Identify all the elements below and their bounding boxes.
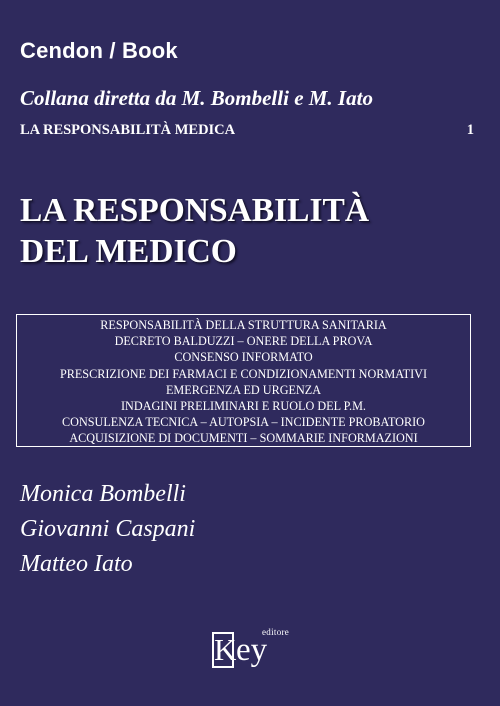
authors-list bbox=[20, 477, 195, 582]
topic-item: RESPONSABILITÀ DELLA STRUTTURA SANITARIA bbox=[100, 318, 387, 332]
title-line-1: LA RESPONSABILITÀ bbox=[20, 192, 370, 229]
book-title bbox=[20, 190, 369, 272]
topic-item: PRESCRIZIONE DEI FARMACI E CONDIZIONAMENTI NORMATIVI bbox=[59, 366, 428, 381]
series-editors: Collana diretta da M. Bombelli e M. Iato bbox=[20, 86, 373, 110]
subseries-title: LA RESPONSABILITÀ MEDICA bbox=[20, 122, 236, 138]
publisher-logo bbox=[212, 627, 292, 676]
author-name: Monica Bombelli bbox=[20, 481, 186, 507]
author-name: Matteo Iato bbox=[20, 551, 133, 577]
topic-item: ACQUISIZIONE DI DOCUMENTI – SOMMARIE INFORMAZIONI bbox=[69, 431, 418, 446]
topic-item: INDAGINI PRELIMINARI E RUOLO DEL P.M. bbox=[121, 399, 366, 414]
topic-item: CONSULENZA TECNICA – AUTOPSIA – INCIDENTE PROBATORIO bbox=[62, 415, 425, 430]
topic-item: DECRETO BALDUZZI – ONERE DELLA PROVA bbox=[114, 334, 373, 349]
logo-editore-text: editore bbox=[262, 627, 290, 637]
subseries-row bbox=[20, 122, 480, 139]
author-name: Giovanni Caspani bbox=[20, 516, 196, 542]
topics-box bbox=[16, 314, 471, 447]
logo-k-letter: K bbox=[214, 632, 237, 667]
topic-item: EMERGENZA ED URGENZA bbox=[165, 382, 322, 397]
brand-label: Cendon / Book bbox=[20, 38, 178, 63]
volume-number: 1 bbox=[466, 122, 474, 138]
topic-item: CONSENSO INFORMATO bbox=[174, 350, 313, 365]
title-line-2: DEL MEDICO bbox=[20, 233, 237, 270]
logo-ey-letters: ey bbox=[236, 632, 268, 668]
